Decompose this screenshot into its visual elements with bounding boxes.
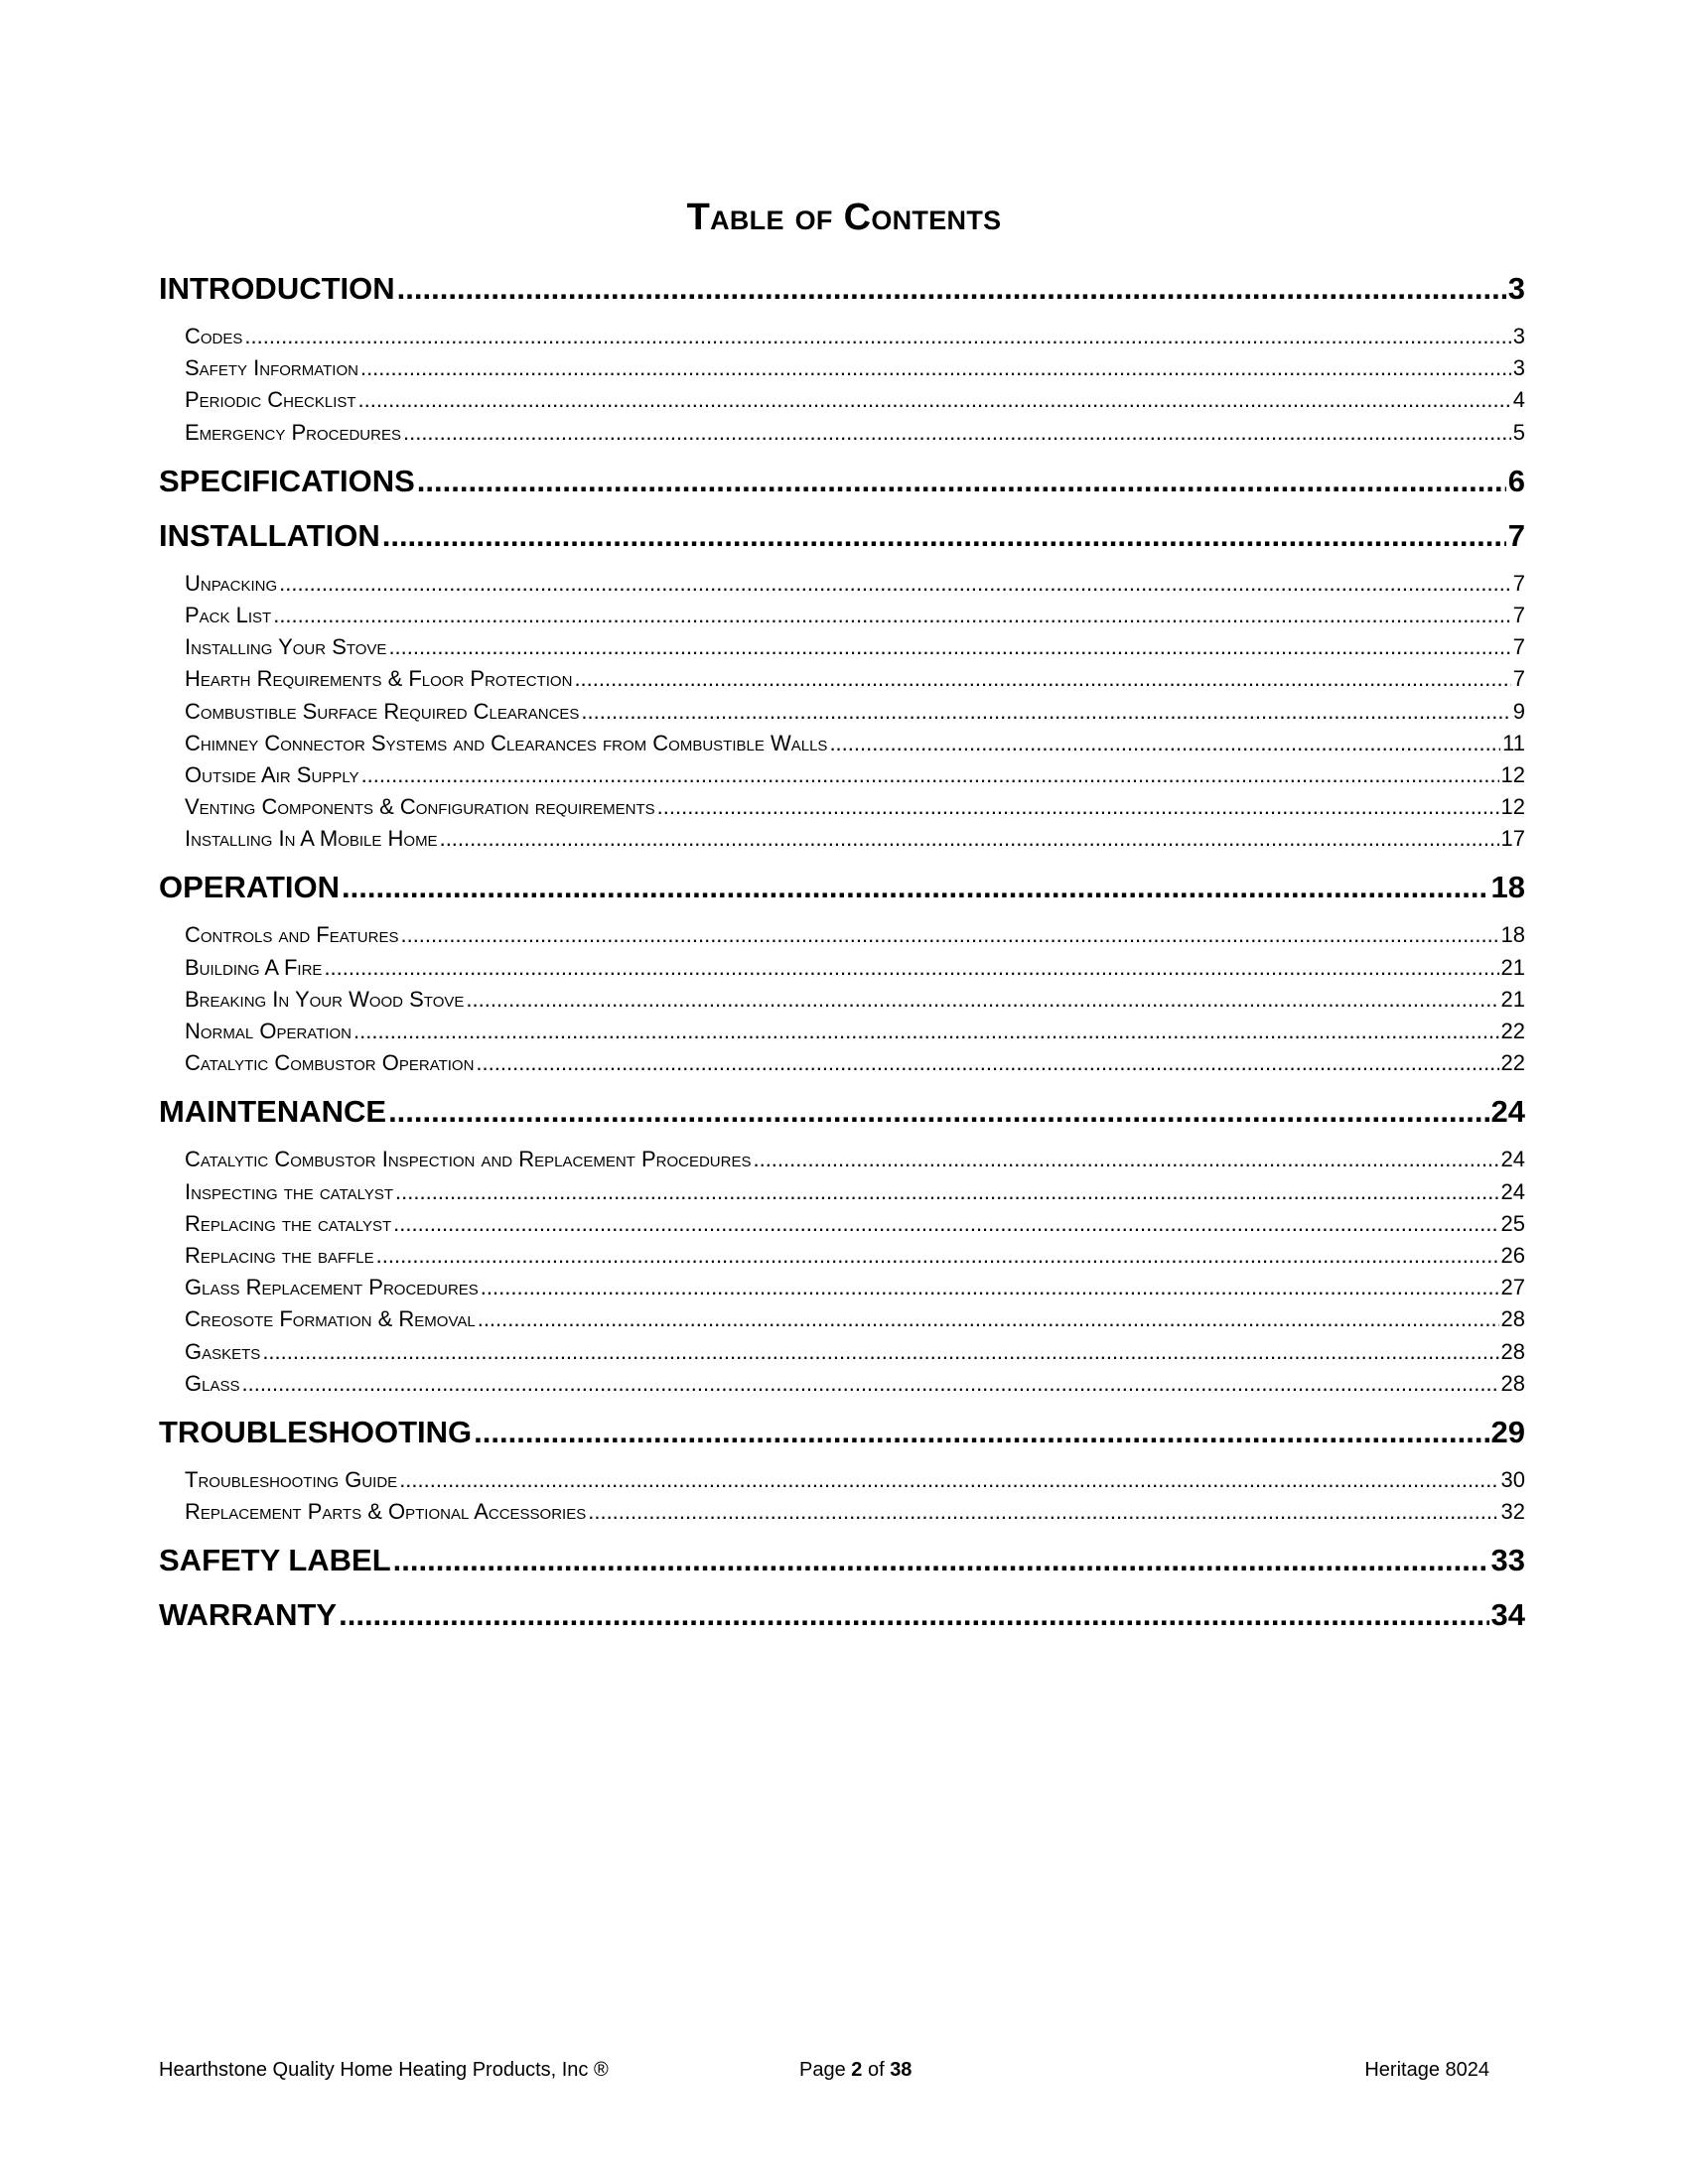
toc-main-page-number: 6 [1507,463,1525,498]
toc-sub-page-number: 7 [1512,570,1525,596]
dot-leader [574,663,1510,695]
toc-sub-entry[interactable] [159,1336,1525,1368]
toc-sub-page-number: 7 [1512,666,1525,692]
toc-main-label: INSTALLATION [159,517,380,553]
toc-sub-entry[interactable] [159,696,1525,728]
toc-sub-page-number: 5 [1512,419,1525,445]
toc-section [159,1538,1525,1583]
dot-leader [273,600,1511,631]
toc-sub-page-number: 21 [1500,954,1525,980]
toc-main-label: SAFETY LABEL [159,1543,391,1578]
toc-sub-label: Catalytic Combustor Operation [185,1050,475,1076]
dot-leader [393,1208,1498,1240]
toc-sub-label: Troubleshooting Guide [185,1466,398,1492]
toc-sub-label: Emergency Procedures [185,419,401,445]
toc-sub-entry[interactable] [159,791,1525,823]
toc-sub-label: Outside Air Supply [185,761,359,787]
toc-section [159,865,1525,1079]
dot-leader [361,759,1499,791]
toc-main-page-number: 24 [1490,1094,1525,1130]
toc-main-page-number: 33 [1490,1543,1525,1578]
toc-sub-label: Pack List [185,602,272,627]
dot-leader [476,1047,1498,1079]
toc-sub-label: Combustible Surface Required Clearances [185,698,580,724]
toc-sub-entry[interactable] [159,352,1525,384]
toc-main-entry[interactable] [159,865,1525,910]
footer-model: Heritage 8024 [1364,2059,1489,2081]
toc-sub-page-number: 21 [1500,986,1525,1012]
toc-sub-page-number: 30 [1500,1466,1525,1492]
toc-sub-entry[interactable] [159,919,1525,951]
footer-page-total: 38 [890,2059,913,2081]
toc-sub-label: Catalytic Combustor Inspection and Replacement Procedures [185,1147,752,1172]
dot-leader [244,321,1510,352]
footer-company: Hearthstone Quality Home Heating Products, Inc ® [159,2059,609,2081]
toc-sub-page-number: 3 [1512,324,1525,348]
toc-main-label: WARRANTY [159,1597,338,1633]
footer-page-number [799,2055,912,2085]
page-title: Table of Contents [686,197,1002,238]
table-of-contents [159,266,1525,1647]
dot-leader [324,952,1498,984]
dot-leader [279,568,1511,600]
toc-sub-entry[interactable] [159,663,1525,695]
toc-sub-label: Replacement Parts & Optional Accessories [185,1499,587,1525]
toc-sub-page-number: 24 [1500,1147,1525,1172]
dot-leader [382,513,1506,559]
dot-leader [400,919,1498,951]
toc-section [159,266,1525,449]
toc-main-label: SPECIFICATIONS [159,463,415,498]
toc-sub-page-number: 3 [1512,355,1525,381]
dot-leader [262,1336,1498,1368]
dot-leader [753,1144,1498,1175]
footer-page-prefix: Page [799,2059,852,2081]
dot-leader [393,1538,1489,1583]
toc-sub-page-number: 25 [1500,1210,1525,1236]
toc-sub-entry[interactable] [159,1208,1525,1240]
dot-leader [395,1176,1498,1208]
toc-sub-page-number: 12 [1500,761,1525,787]
dot-leader [829,728,1500,759]
toc-sub-label: Installing In A Mobile Home [185,826,438,852]
toc-sub-page-number: 28 [1500,1306,1525,1332]
toc-sub-entry[interactable] [159,1368,1525,1400]
toc-sub-page-number: 7 [1512,602,1525,627]
toc-sub-label: Glass [185,1370,240,1396]
toc-sub-entry[interactable] [159,631,1525,663]
toc-sub-entry[interactable] [159,759,1525,791]
toc-sub-label: Chimney Connector Systems and Clearances from Combustible Walls [185,730,828,755]
toc-sub-page-number: 32 [1500,1499,1525,1525]
dot-leader [474,1410,1488,1455]
toc-sub-entry[interactable] [159,1176,1525,1208]
page-footer [159,2055,1489,2085]
toc-sub-page-number: 12 [1500,794,1525,820]
toc-sub-entry[interactable] [159,728,1525,759]
toc-sub-label: Glass Replacement Procedures [185,1275,479,1300]
toc-sub-entry[interactable] [159,1496,1525,1528]
toc-main-entry[interactable] [159,1592,1525,1638]
toc-sub-entry[interactable] [159,568,1525,600]
footer-page-of: of [862,2059,891,2081]
toc-section [159,1410,1525,1528]
toc-sub-list [159,919,1525,1079]
toc-sub-label: Replacing the baffle [185,1242,374,1268]
toc-main-entry[interactable] [159,513,1525,559]
toc-main-label: MAINTENANCE [159,1094,387,1130]
dot-leader [399,1464,1498,1496]
toc-main-label: OPERATION [159,870,340,905]
toc-sub-entry[interactable] [159,1272,1525,1303]
toc-sub-entry[interactable] [159,1144,1525,1175]
toc-main-page-number: 3 [1507,271,1525,306]
toc-main-page-number: 34 [1490,1597,1525,1633]
footer-page-current: 2 [851,2059,863,2081]
toc-section [159,459,1525,504]
toc-sub-list [159,568,1525,856]
dot-leader [478,1303,1499,1335]
dot-leader [397,266,1506,312]
toc-sub-list [159,1464,1525,1528]
toc-sub-entry[interactable] [159,952,1525,984]
toc-sub-page-number: 18 [1500,922,1525,948]
dot-leader [403,417,1511,449]
toc-sub-label: Gaskets [185,1338,261,1364]
dot-leader [388,1089,1488,1135]
toc-sub-page-number: 22 [1500,1019,1525,1043]
toc-section [159,1592,1525,1638]
toc-sub-entry[interactable] [159,823,1525,855]
toc-sub-page-number: 7 [1512,634,1525,660]
toc-sub-list [159,321,1525,449]
toc-sub-entry[interactable] [159,384,1525,416]
dot-leader [417,459,1506,504]
dot-leader [388,631,1510,663]
dot-leader [588,1496,1498,1528]
toc-section [159,513,1525,856]
toc-main-label: TROUBLESHOOTING [159,1414,473,1449]
toc-sub-label: Building A Fire [185,954,323,980]
toc-section [159,1089,1525,1400]
toc-sub-entry[interactable] [159,600,1525,631]
toc-sub-label: Breaking In Your Wood Stove [185,986,465,1012]
toc-sub-label: Inspecting the catalyst [185,1178,394,1204]
toc-sub-label: Unpacking [185,570,278,596]
toc-sub-page-number: 24 [1500,1178,1525,1204]
toc-main-page-number: 7 [1507,517,1525,553]
dot-leader [339,1592,1488,1638]
dot-leader [358,384,1511,416]
toc-sub-page-number: 27 [1500,1275,1525,1300]
toc-sub-page-number: 11 [1502,730,1525,755]
toc-sub-label: Normal Operation [185,1019,352,1043]
toc-sub-entry[interactable] [159,417,1525,449]
toc-main-entry[interactable] [159,1410,1525,1455]
toc-sub-entry[interactable] [159,1016,1525,1047]
toc-sub-entry[interactable] [159,1303,1525,1335]
dot-leader [342,865,1489,910]
toc-main-label: INTRODUCTION [159,271,395,306]
dot-leader [376,1240,1499,1272]
dot-leader [481,1272,1499,1303]
toc-sub-label: Creosote Formation & Removal [185,1306,476,1332]
toc-main-entry[interactable] [159,1089,1525,1135]
toc-sub-entry[interactable] [159,321,1525,352]
toc-sub-label: Replacing the catalyst [185,1210,392,1236]
dot-leader [241,1368,1498,1400]
toc-sub-page-number: 28 [1500,1370,1525,1396]
toc-sub-page-number: 9 [1512,698,1525,724]
toc-sub-page-number: 28 [1500,1338,1525,1364]
toc-sub-entry[interactable] [159,1047,1525,1079]
dot-leader [353,1016,1498,1047]
toc-sub-label: Installing Your Stove [185,634,387,660]
toc-sub-label: Hearth Requirements & Floor Protection [185,666,573,692]
toc-main-entry[interactable] [159,459,1525,504]
toc-main-page-number: 29 [1490,1414,1525,1449]
toc-sub-label: Venting Components & Configuration requirements [185,794,655,820]
dot-leader [360,352,1511,384]
toc-sub-entry[interactable] [159,1464,1525,1496]
toc-sub-page-number: 26 [1500,1242,1525,1268]
toc-sub-page-number: 4 [1512,387,1525,413]
toc-sub-page-number: 22 [1500,1050,1525,1076]
toc-sub-entry[interactable] [159,1240,1525,1272]
toc-sub-page-number: 17 [1500,826,1525,852]
dot-leader [581,696,1510,728]
toc-sub-list [159,1144,1525,1400]
dot-leader [466,984,1498,1016]
dot-leader [657,791,1499,823]
toc-sub-label: Safety Information [185,355,358,381]
toc-main-page-number: 18 [1490,870,1525,905]
dot-leader [440,823,1499,855]
toc-sub-label: Controls and Features [185,922,399,948]
toc-sub-label: Periodic Checklist [185,387,356,413]
toc-main-entry[interactable] [159,266,1525,312]
toc-main-entry[interactable] [159,1538,1525,1583]
toc-sub-label: Codes [185,324,243,348]
toc-sub-entry[interactable] [159,984,1525,1016]
